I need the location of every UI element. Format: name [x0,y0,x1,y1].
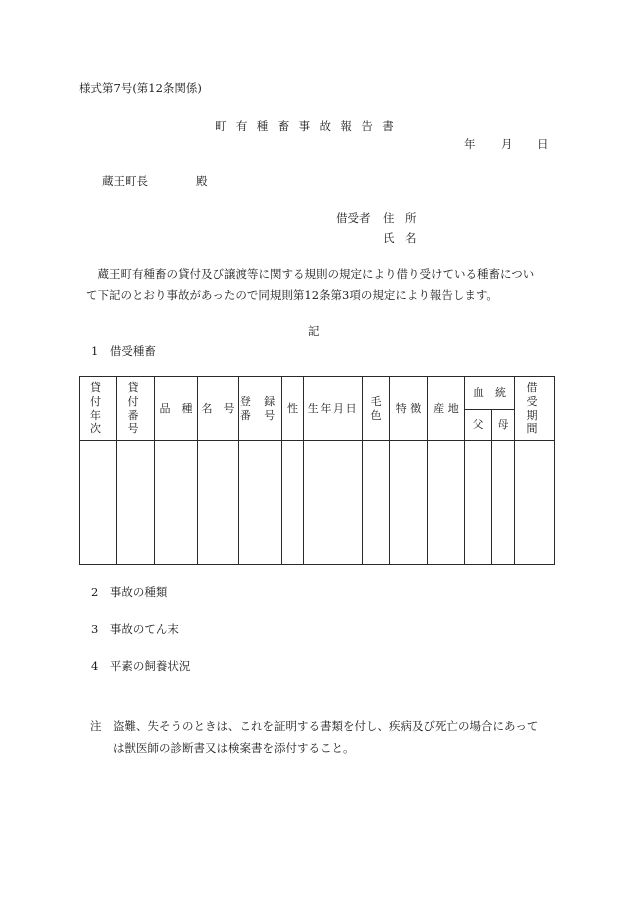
cell-birthdate[interactable] [304,441,363,565]
note-paragraph [90,715,550,759]
header-borrow-period: 借 受 期 間 [515,377,555,441]
cell-coat[interactable] [363,441,390,565]
header-lineage: 血 統 [465,377,515,410]
header-origin: 産 地 [428,377,465,441]
header-coat: 毛 色 [363,377,390,441]
cell-breed[interactable] [155,441,198,565]
cell-father[interactable] [465,441,492,565]
section-2-heading: 2 事故の種類 [91,585,168,599]
cell-name[interactable] [198,441,239,565]
header-father: 父 [465,410,492,441]
note-line-2: は獣医師の診断書又は検案書を添付すること。 [113,741,355,755]
form-label: 様式第7号(第12条関係) [79,81,202,95]
cell-sex[interactable] [282,441,304,565]
borrower-address-label: 住 所 [383,211,421,225]
header-breed: 品 種 [155,377,198,441]
section-4-heading: 4 平素の飼養状況 [91,659,191,673]
table-row [80,441,555,565]
header-sex: 性 [282,377,304,441]
date-year: 年 [464,137,476,151]
header-registration: 登 録 番 号 [239,377,282,441]
ki-heading: 記 [308,324,320,338]
livestock-table [79,376,555,565]
section-3-heading: 3 事故のてん末 [91,622,179,636]
section-1-heading: 1 借受種畜 [91,344,156,358]
cell-mother[interactable] [492,441,515,565]
addressee-name: 蔵王町長 [102,174,148,188]
cell-lend-year[interactable] [80,441,117,565]
body-paragraph [86,264,556,306]
header-lend-number: 貸 付 番 号 [117,377,155,441]
cell-features[interactable] [390,441,428,565]
header-birthdate: 生年月日 [304,377,363,441]
body-line-1: 蔵王町有種畜の貸付及び譲渡等に関する規則の規定により借り受けている種畜につい [97,267,535,281]
borrower-label: 借受者 [336,211,371,225]
date-month: 月 [501,137,513,151]
header-name: 名 号 [198,377,239,441]
note-line-1: 注 盗難、失そうのときは、これを証明する書類を付し、疾病及び死亡の場合にあって [90,719,539,733]
addressee-honorific: 殿 [196,174,208,188]
header-features: 特 徴 [390,377,428,441]
header-lend-year: 貸 付 年 次 [80,377,117,441]
header-mother: 母 [492,410,515,441]
cell-lend-number[interactable] [117,441,155,565]
cell-registration[interactable] [239,441,282,565]
borrower-name-label: 氏 名 [383,231,421,245]
document-title: 町 有 種 畜 事 故 報 告 書 [215,119,397,133]
cell-borrow-period[interactable] [515,441,555,565]
body-line-2: て下記のとおり事故があったので同規則第12条第3項の規定により報告します。 [86,288,498,302]
date-day: 日 [537,137,549,151]
cell-origin[interactable] [428,441,465,565]
